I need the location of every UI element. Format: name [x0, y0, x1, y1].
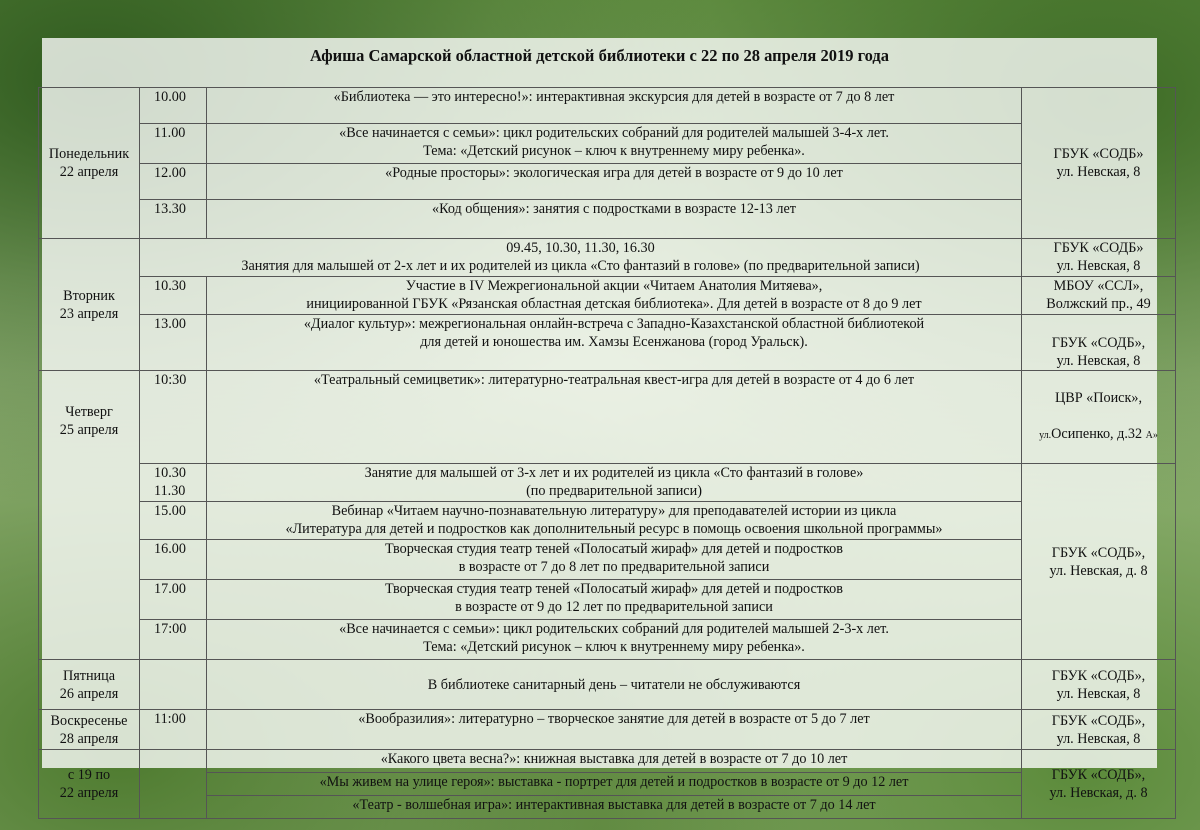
- event-description: «Родные просторы»: экологическая игра для детей в возрасте от 9 до 10 лет: [207, 164, 1022, 200]
- day-thursday: Четверг 25 апреля: [39, 371, 140, 660]
- event-time: 11:00: [140, 710, 207, 750]
- event-time: [140, 660, 207, 710]
- event-description: «Библиотека — это интересно!»: интерактивная экскурсия для детей в возрасте от 7 до 8 лет: [207, 88, 1022, 124]
- table-row: [39, 540, 1176, 580]
- table-row: [39, 580, 1176, 620]
- event-description: «Театр - волшебная игра»: интерактивная выставка для детей в возрасте от 7 до 14 лет: [207, 796, 1022, 819]
- event-description: «Мы живем на улице героя»: выставка - портрет для детей и подростков в возрасте от 9 до 12 лет: [207, 773, 1022, 796]
- event-time: 13.30: [140, 200, 207, 239]
- page-title: Афиша Самарской областной детской библиотеки с 22 по 28 апреля 2019 года: [309, 46, 890, 65]
- table-row: [39, 164, 1176, 200]
- venue-address: [1026, 425, 1171, 445]
- event-description: Творческая студия театр теней «Полосатый жираф» для детей и подростков в возрасте от 7 до 8 лет по предварительной записи: [207, 540, 1022, 580]
- day-tuesday: Вторник 23 апреля: [39, 239, 140, 371]
- event-time: [140, 750, 207, 819]
- schedule-table: [38, 87, 1176, 819]
- event-description: «Все начинается с семьи»: цикл родительских собраний для родителей малышей 3-4-х лет. Тема: «Детский рисунок – ключ к внутреннему миру ребенка».: [207, 124, 1022, 164]
- table-row: [39, 88, 1176, 124]
- event-venue-poisk: [1022, 371, 1176, 464]
- event-description: «Театральный семицветик»: литературно-театральная квест-игра для детей в возрасте от 4 до 6 лет: [207, 371, 1022, 464]
- event-time: 13.00: [140, 315, 207, 371]
- event-description: «Код общения»: занятия с подростками в возрасте 12-13 лет: [207, 200, 1022, 239]
- event-venue: МБОУ «ССЛ», Волжский пр., 49: [1022, 277, 1176, 315]
- event-description: Участие в IV Межрегиональной акции «Читаем Анатолия Митяева», инициированной ГБУК «Рязанская областная детская библиотека». Для детей в возрасте от 8 до 9 лет: [207, 277, 1022, 315]
- day-range: с 19 по 22 апреля: [39, 750, 140, 819]
- event-venue: ГБУК «СОДБ» ул. Невская, 8: [1022, 239, 1176, 277]
- address-suffix: А»: [1145, 430, 1158, 441]
- table-row: [39, 124, 1176, 164]
- event-time: 10.30: [140, 277, 207, 315]
- day-sunday: Воскресенье 28 апреля: [39, 710, 140, 750]
- event-description: Творческая студия театр теней «Полосатый жираф» для детей и подростков в возрасте от 9 до 12 лет по предварительной записи: [207, 580, 1022, 620]
- event-description: В библиотеке санитарный день – читатели не обслуживаются: [207, 660, 1022, 710]
- address-prefix: ул.: [1039, 430, 1052, 441]
- event-venue: ГБУК «СОДБ», ул. Невская, 8: [1022, 660, 1176, 710]
- table-row: [39, 620, 1176, 660]
- event-time: 12.00: [140, 164, 207, 200]
- table-row: [39, 371, 1176, 464]
- table-row: [39, 710, 1176, 750]
- address-main: Осипенко, д.32: [1051, 426, 1143, 442]
- table-row: [39, 200, 1176, 239]
- event-time: 10.00: [140, 88, 207, 124]
- day-monday: Понедельник 22 апреля: [39, 88, 140, 239]
- event-time: 11.00: [140, 124, 207, 164]
- table-row: [39, 315, 1176, 371]
- event-description: «Все начинается с семьи»: цикл родительских собраний для родителей малышей 2-3-х лет. Тема: «Детский рисунок – ключ к внутреннему миру ребенка».: [207, 620, 1022, 660]
- table-row: [39, 796, 1176, 819]
- event-time: 17:00: [140, 620, 207, 660]
- event-time: 16.00: [140, 540, 207, 580]
- table-row: [39, 277, 1176, 315]
- event-venue: ГБУК «СОДБ», ул. Невская, д. 8: [1022, 750, 1176, 819]
- day-friday: Пятница 26 апреля: [39, 660, 140, 710]
- table-row: [39, 239, 1176, 277]
- event-venue: ГБУК «СОДБ», ул. Невская, 8: [1022, 315, 1176, 371]
- table-row: [39, 464, 1176, 502]
- event-description: Вебинар «Читаем научно-познавательную литературу» для преподавателей истории из цикла «Литература для детей и подростков как дополнительный ресурс в помощь освоения школьной программы»: [207, 502, 1022, 540]
- event-description: «Диалог культур»: межрегиональная онлайн-встреча с Западно-Казахстанской областной библиотекой для детей и юношества им. Хамзы Есенжанова (город Уральск).: [207, 315, 1022, 371]
- event-description: Занятие для малышей от 3-х лет и их родителей из цикла «Сто фантазий в голове» (по предварительной записи): [207, 464, 1022, 502]
- event-venue: ГБУК «СОДБ» ул. Невская, 8: [1022, 88, 1176, 239]
- table-row: [39, 660, 1176, 710]
- venue-name: ЦВР «Поиск»,: [1054, 390, 1142, 406]
- event-description: «Вообразилия»: литературно – творческое занятие для детей в возрасте от 5 до 7 лет: [207, 710, 1022, 750]
- table-row: [39, 750, 1176, 773]
- table-row: [39, 502, 1176, 540]
- event-description: «Какого цвета весна?»: книжная выставка для детей в возрасте от 7 до 10 лет: [207, 750, 1022, 773]
- event-time: 10.30 11.30: [140, 464, 207, 502]
- event-venue: ГБУК «СОДБ», ул. Невская, д. 8: [1022, 464, 1176, 660]
- event-description: 09.45, 10.30, 11.30, 16.30 Занятия для малышей от 2-х лет и их родителей из цикла «Сто фантазий в голове» (по предварительной записи): [140, 239, 1022, 277]
- event-time: 10:30: [140, 371, 207, 464]
- table-row: [39, 773, 1176, 796]
- event-time: 15.00: [140, 502, 207, 540]
- event-venue: ГБУК «СОДБ», ул. Невская, 8: [1022, 710, 1176, 750]
- event-time: 17.00: [140, 580, 207, 620]
